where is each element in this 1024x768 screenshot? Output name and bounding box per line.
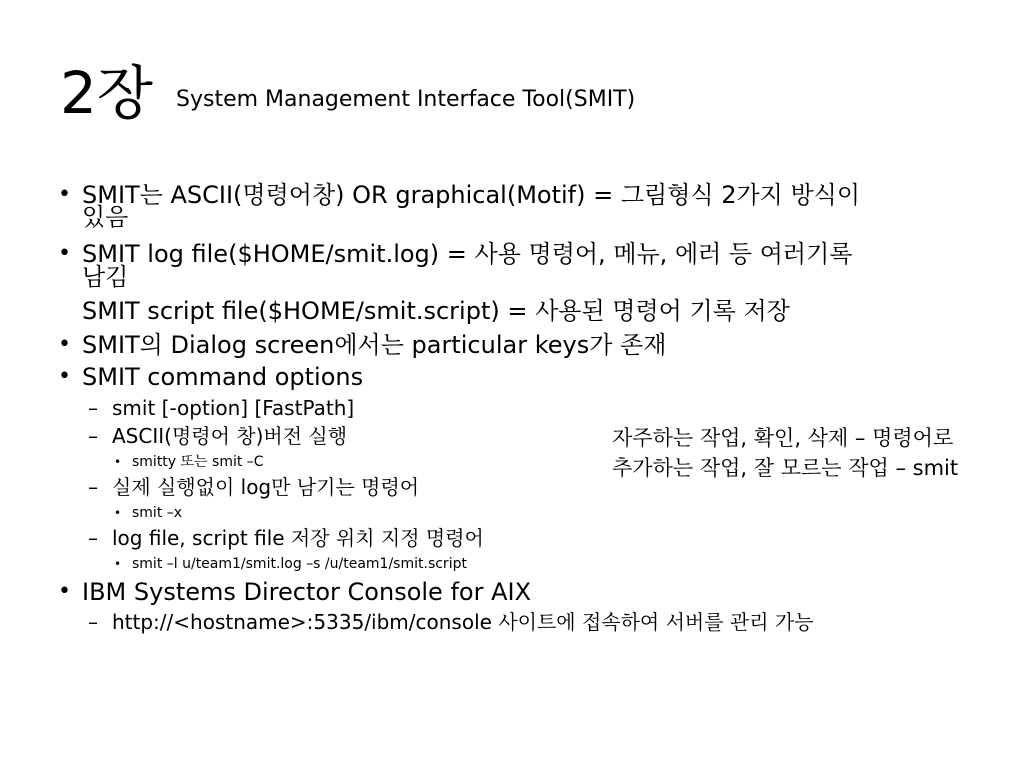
dash-marker: – xyxy=(88,610,98,634)
dash-marker: – xyxy=(88,475,98,499)
bullet-director-console: IBM Systems Director Console for AIX xyxy=(82,578,532,606)
option-log-only-command: smit –x xyxy=(132,505,183,521)
bullet-marker: • xyxy=(58,241,71,266)
dash-marker: – xyxy=(88,526,98,550)
bullet-smit-log: SMIT log file($HOME/smit.log) = 사용 명령어, 메뉴, 에러 등 여러기록 xyxy=(82,240,853,268)
bullet-smit-script: SMIT script file($HOME/smit.script) = 사용된 명령어 기록 저장 xyxy=(82,297,790,325)
bullet-marker: • xyxy=(114,506,122,520)
slide-title: 2장 xyxy=(60,59,153,127)
bullet-marker: • xyxy=(114,455,122,469)
bullet-marker: • xyxy=(58,332,71,357)
bullet-marker: • xyxy=(58,579,71,604)
bullet-smit-modes-cont: 있음 xyxy=(82,203,129,231)
slide-subtitle: System Management Interface Tool(SMIT) xyxy=(176,87,636,112)
dash-marker: – xyxy=(88,424,98,448)
option-syntax: smit [-option] [FastPath] xyxy=(112,396,355,420)
option-file-location: log file, script file 저장 위치 지정 명령어 xyxy=(112,526,484,550)
option-log-only: 실제 실행없이 log만 남기는 명령어 xyxy=(112,475,420,499)
side-note-line-2: 추가하는 작업, 잘 모르는 작업 – smit xyxy=(612,456,959,480)
bullet-dialog-keys: SMIT의 Dialog screen에서는 particular keys가 존재 xyxy=(82,331,667,359)
bullet-smit-log-cont: 남김 xyxy=(82,263,129,291)
option-ascii: ASCII(명령어 창)버전 실행 xyxy=(112,424,348,448)
bullet-marker: • xyxy=(114,557,122,571)
console-url: http://<hostname>:5335/ibm/console 사이트에 접속하여 서버를 관리 가능 xyxy=(112,610,814,634)
bullet-smit-modes: SMIT는 ASCII(명령어창) OR graphical(Motif) = 그림형식 2가지 방식이 xyxy=(82,181,861,209)
side-note-line-1: 자주하는 작업, 확인, 삭제 – 명령어로 xyxy=(612,426,954,450)
bullet-command-options: SMIT command options xyxy=(82,363,364,391)
dash-marker: – xyxy=(88,396,98,420)
option-ascii-command: smitty 또는 smit –C xyxy=(132,454,264,470)
bullet-marker: • xyxy=(58,182,71,207)
bullet-marker: • xyxy=(58,364,71,389)
option-file-location-command: smit –l u/team1/smit.log –s /u/team1/smit.script xyxy=(132,556,467,572)
